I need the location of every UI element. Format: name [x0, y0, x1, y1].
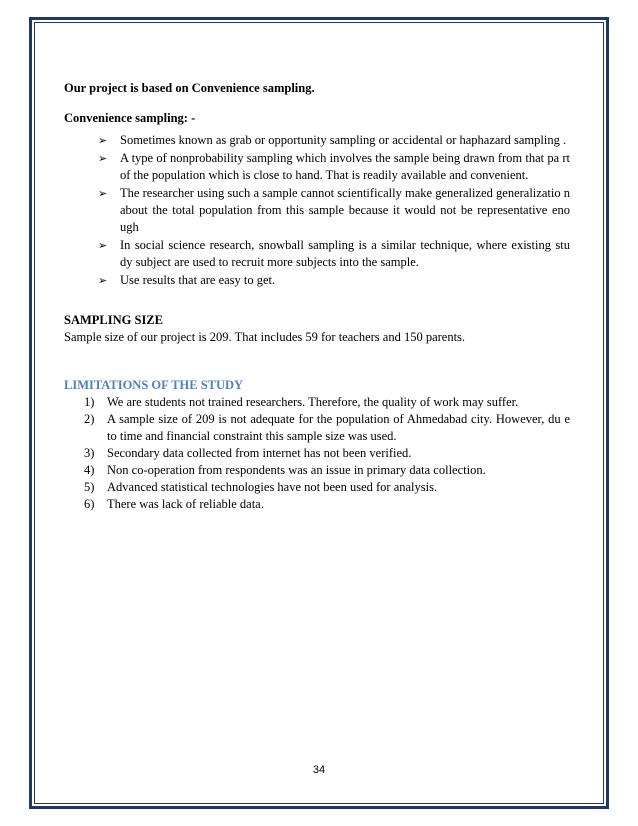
limitation-text: We are students not trained researchers. Therefore, the quality of work may suffer.: [107, 395, 519, 409]
limitation-text: There was lack of reliable data.: [107, 497, 264, 511]
intro-title: Our project is based on Convenience sampling.: [64, 81, 315, 95]
list-number: 5): [84, 480, 95, 494]
list-number: 6): [84, 497, 95, 511]
limitation-text: Secondary data collected from internet has not been verified.: [107, 446, 412, 460]
list-item: [84, 462, 570, 479]
bullet-text: Use results that are easy to get.: [120, 273, 276, 287]
list-item: [98, 272, 570, 289]
list-number: 4): [84, 463, 95, 477]
bullet-text: In social science research, snowball sampling is a similar technique, where existing stu dy subject are used to recruit more subjects into the sample.: [120, 238, 570, 269]
list-number: 1): [84, 395, 95, 409]
convenience-heading: Convenience sampling: -: [64, 111, 196, 125]
list-item: [84, 394, 570, 411]
bullet-text: A type of nonprobability sampling which involves the sample being drawn from that pa rt of the population which is close to hand. That is readily available and convenient.: [120, 151, 570, 182]
list-item: [98, 237, 570, 271]
bullet-text: Sometimes known as grab or opportunity sampling or accidental or haphazard sampling .: [120, 133, 567, 147]
limitations-heading: LIMITATIONS OF THE STUDY: [64, 378, 244, 392]
arrow-bullet-icon: ➢: [98, 187, 108, 200]
arrow-bullet-icon: ➢: [98, 134, 108, 147]
list-item: [84, 496, 570, 513]
list-item: [98, 185, 570, 236]
list-item: [84, 445, 570, 462]
limitation-text: A sample size of 209 is not adequate for the population of Ahmedabad city. However, du e to time and financial constraint this sample size was used.: [107, 412, 570, 443]
list-item: [84, 479, 570, 496]
bullet-text: The researcher using such a sample cannot scientifically make generalized generalizatio n about the total population from this sample because it would not be representative eno ugh: [120, 186, 570, 234]
arrow-bullet-icon: ➢: [98, 239, 108, 252]
sampling-size-text: Sample size of our project is 209. That includes 59 for teachers and 150 parents.: [64, 330, 466, 344]
list-number: 2): [84, 412, 95, 426]
list-number: 3): [84, 446, 95, 460]
list-item: [84, 411, 570, 445]
arrow-bullet-icon: ➢: [98, 152, 108, 165]
limitations-list: [64, 394, 570, 513]
page-number: 34: [312, 764, 326, 776]
arrow-bullet-icon: ➢: [98, 274, 108, 287]
convenience-bullet-list: [64, 132, 570, 289]
list-item: [98, 150, 570, 184]
sampling-size-heading: SAMPLING SIZE: [64, 313, 163, 327]
page-content: [64, 80, 570, 513]
limitation-text: Non co-operation from respondents was an issue in primary data collection.: [107, 463, 486, 477]
list-item: [98, 132, 570, 149]
limitation-text: Advanced statistical technologies have not been used for analysis.: [107, 480, 438, 494]
